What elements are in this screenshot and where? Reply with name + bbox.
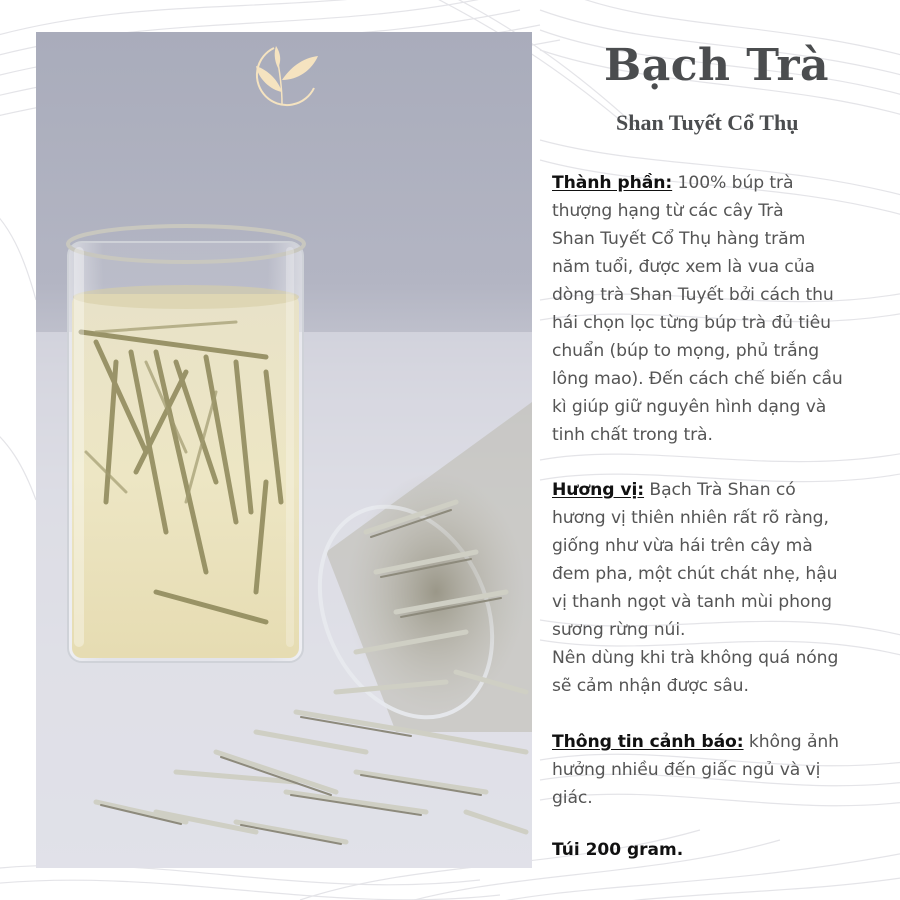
text-line: vị thanh ngọt và tanh mùi phong bbox=[552, 592, 832, 612]
warning-section bbox=[552, 728, 882, 812]
text-line: đem pha, một chút chát nhẹ, hậu bbox=[552, 564, 838, 584]
flavor-first-line bbox=[552, 476, 882, 504]
text-line: Shan Tuyết Cổ Thụ hàng trăm bbox=[552, 229, 806, 249]
text-line: giác. bbox=[552, 788, 593, 808]
text-line: giống như vừa hái trên cây mà bbox=[552, 536, 813, 556]
tea-photo-illustration bbox=[36, 32, 532, 868]
text-line: tinh chất trong trà. bbox=[552, 425, 713, 445]
text-line: hương vị thiên nhiên rất rõ ràng, bbox=[552, 508, 829, 528]
product-subtitle: Shan Tuyết Cổ Thụ bbox=[616, 110, 799, 135]
text-line: sẽ cảm nhận được sâu. bbox=[552, 676, 749, 696]
text-line: lông mao). Đến cách chế biến cầu bbox=[552, 369, 843, 389]
warning-label: Thông tin cảnh báo: bbox=[552, 732, 744, 752]
text-line: hưởng nhiều đến giấc ngủ và vị bbox=[552, 760, 821, 780]
package-size-note: Túi 200 gram. bbox=[552, 840, 684, 860]
text-line: sương rừng núi. bbox=[552, 620, 686, 640]
flavor-label: Hương vị: bbox=[552, 480, 645, 500]
text-line: Bạch Trà Shan có bbox=[644, 480, 796, 500]
tea-leaf-logo-icon bbox=[244, 42, 322, 112]
text-line: dòng trà Shan Tuyết bởi cách thu bbox=[552, 285, 834, 305]
text-line: 100% búp trà bbox=[672, 173, 794, 193]
ingredients-label: Thành phần: bbox=[552, 173, 673, 193]
glass-of-tea bbox=[68, 226, 304, 662]
product-title: Bạch Trà bbox=[604, 40, 830, 91]
text-line: thượng hạng từ các cây Trà bbox=[552, 201, 784, 221]
text-line: năm tuổi, được xem là vua của bbox=[552, 257, 815, 277]
text-line: không ảnh bbox=[743, 732, 839, 752]
text-line: chuẩn (búp to mọng, phủ trắng bbox=[552, 341, 820, 361]
text-line: hái chọn lọc từng búp trà đủ tiêu bbox=[552, 313, 831, 333]
product-photo bbox=[36, 32, 532, 868]
warning-first-line bbox=[552, 728, 882, 756]
flavor-section bbox=[552, 476, 882, 700]
ingredients-section bbox=[552, 169, 882, 449]
ingredients-first-line bbox=[552, 169, 882, 197]
text-line: Nên dùng khi trà không quá nóng bbox=[552, 648, 839, 668]
text-line: kì giúp giữ nguyên hình dạng và bbox=[552, 397, 827, 417]
